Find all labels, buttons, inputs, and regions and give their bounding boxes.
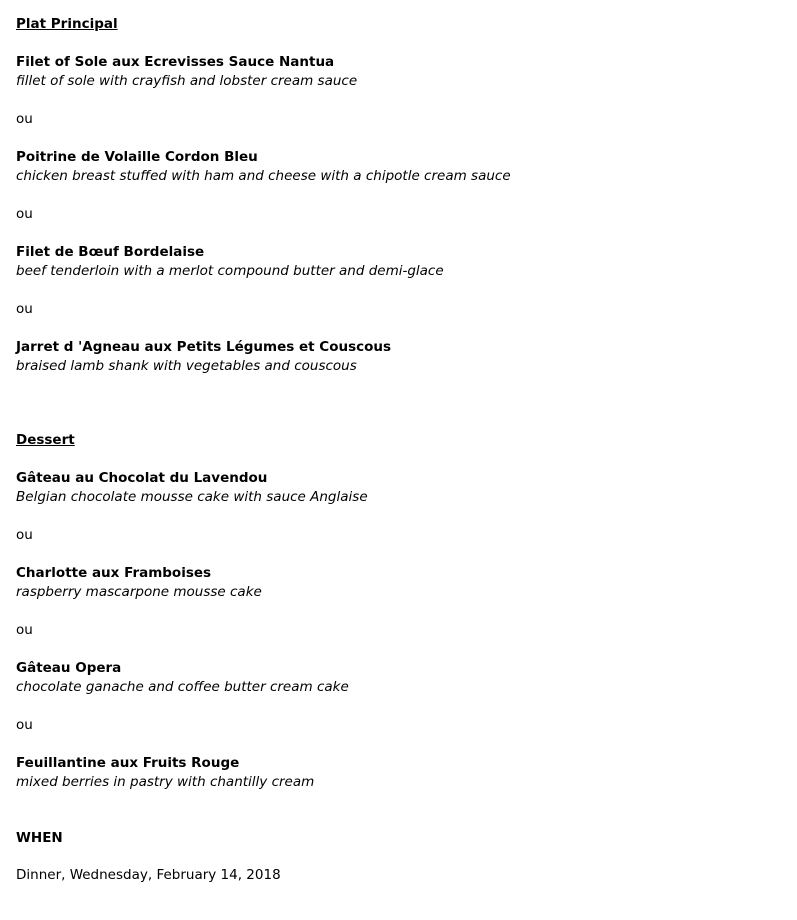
main-course-item-1-name: Filet of Sole aux Ecrevisses Sauce Nantua	[16, 54, 335, 70]
dessert-item-3-description: chocolate ganache and coffee butter cream cake	[16, 679, 349, 695]
dessert-item-4-name: Feuillantine aux Fruits Rouge	[16, 755, 240, 771]
dessert-heading: Dessert	[16, 432, 75, 448]
main-course-separator-3: ou	[16, 301, 33, 317]
dessert-item-1-name: Gâteau au Chocolat du Lavendou	[16, 470, 268, 486]
dessert-separator-2: ou	[16, 622, 33, 638]
dessert-item-2-name: Charlotte aux Framboises	[16, 565, 212, 581]
main-course-item-4-description: braised lamb shank with vegetables and couscous	[16, 358, 357, 374]
dessert-item-2-description: raspberry mascarpone mousse cake	[16, 584, 262, 600]
main-course-item-2-name: Poitrine de Volaille Cordon Bleu	[16, 149, 258, 165]
main-course-separator-1: ou	[16, 111, 33, 127]
main-course-separator-2: ou	[16, 206, 33, 222]
main-course-item-2-description: chicken breast stuffed with ham and cheese with a chipotle cream sauce	[16, 168, 511, 184]
main-course-item-4-name: Jarret d 'Agneau aux Petits Légumes et Couscous	[16, 339, 392, 355]
main-course-item-3-description: beef tenderloin with a merlot compound butter and demi-glace	[16, 263, 444, 279]
when-text: Dinner, Wednesday, February 14, 2018	[16, 867, 281, 883]
main-course-item-1-description: fillet of sole with crayfish and lobster cream sauce	[16, 73, 358, 89]
when-heading: WHEN	[16, 830, 63, 846]
dessert-item-3-name: Gâteau Opera	[16, 660, 122, 676]
dessert-separator-1: ou	[16, 527, 33, 543]
main-course-heading: Plat Principal	[16, 16, 118, 32]
dessert-separator-3: ou	[16, 717, 33, 733]
main-course-item-3-name: Filet de Bœuf Bordelaise	[16, 244, 205, 260]
dessert-item-4-description: mixed berries in pastry with chantilly cream	[16, 774, 315, 790]
dessert-item-1-description: Belgian chocolate mousse cake with sauce Anglaise	[16, 489, 368, 505]
